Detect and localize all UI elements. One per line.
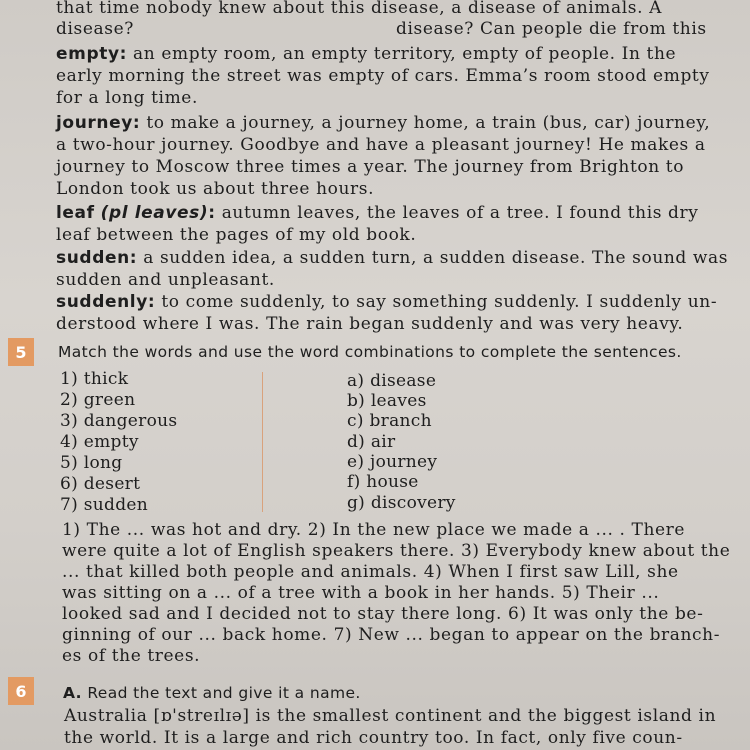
text-line: a two-hour journey. Goodbye and have a pleasant journey! He makes a — [56, 135, 706, 155]
text-line: Australia [ɒ'streɪlɪə] is the smallest continent and the biggest island in — [64, 706, 717, 726]
entry-sudden — [56, 248, 728, 268]
definition: an empty room, an empty territory, empty of people. In the — [133, 44, 677, 64]
term-journey: journey — [56, 113, 133, 133]
text-line: sudden and unpleasant. — [56, 270, 275, 290]
term-leaf: leaf — [56, 203, 95, 223]
right-word: b) leaves — [347, 391, 427, 411]
sentence-line: were quite a lot of English speakers there. 3) Everybody knew about the — [62, 541, 731, 561]
column-divider — [262, 372, 263, 512]
sentence-line: ginning of our ... back home. 7) New ... began to appear on the branch- — [62, 625, 721, 645]
right-word: a) disease — [347, 371, 437, 391]
definition: autumn leaves, the leaves of a tree. I found this dry — [221, 203, 699, 223]
left-word: 4) empty — [60, 432, 139, 452]
left-word: 1) thick — [60, 369, 129, 389]
entry-journey — [56, 113, 710, 133]
definition: to come suddenly, to say something suddenly. I suddenly un- — [161, 292, 718, 312]
sentence-line: was sitting on a ... of a tree with a book in her hands. 5) Their ... — [62, 583, 660, 603]
sentence-line: 1) The ... was hot and dry. 2) In the new place we made a ... . There — [62, 520, 686, 540]
definition: a sudden idea, a sudden turn, a sudden disease. The sound was — [143, 248, 729, 268]
text-line: that time nobody knew about this disease, a disease of animals. A — [56, 0, 662, 18]
entry-leaf — [56, 203, 698, 223]
text-line: derstood where I was. The rain began suddenly and was very heavy. — [56, 314, 684, 334]
colon: : — [129, 248, 138, 268]
right-word: f) house — [347, 472, 419, 492]
term-plural: (pl leaves) — [100, 203, 209, 223]
definition: to make a journey, a journey home, a train (bus, car) journey, — [146, 113, 711, 133]
instruction-text: Read the text and give it a name. — [87, 684, 361, 702]
left-word: 3) dangerous — [60, 411, 178, 431]
part-label: A. — [63, 684, 82, 702]
text-line: for a long time. — [56, 88, 198, 108]
sentence-line: es of the trees. — [62, 646, 201, 666]
term-sudden: sudden — [56, 248, 130, 268]
left-word: 5) long — [60, 453, 123, 473]
text-line: journey to Moscow three times a year. The journey from Brighton to — [56, 157, 685, 177]
colon: : — [147, 292, 156, 312]
term-empty: empty — [56, 44, 120, 64]
colon: : — [119, 44, 128, 64]
colon: : — [208, 203, 216, 223]
text-fragment: disease? Can people die from this — [396, 19, 707, 39]
exercise-instruction: Match the words and use the word combinations to complete the sentences. — [58, 343, 682, 361]
left-word: 2) green — [60, 390, 136, 410]
text-line: the world. It is a large and rich country too. In fact, only five coun- — [64, 728, 683, 748]
left-word: 6) desert — [60, 474, 141, 494]
entry-empty — [56, 44, 676, 64]
sentence-line: ... that killed both people and animals. 4) When I first saw Lill, she — [62, 562, 679, 582]
term-suddenly: suddenly — [56, 292, 148, 312]
colon: : — [132, 113, 141, 133]
exercise-instruction — [63, 684, 361, 702]
text-line: London took us about three hours. — [56, 179, 375, 199]
entry-suddenly — [56, 292, 717, 312]
right-word: d) air — [347, 432, 396, 452]
right-word: c) branch — [347, 411, 432, 431]
left-word: 7) sudden — [60, 495, 148, 515]
text-line: early morning the street was empty of cars. Emma’s room stood empty — [56, 66, 710, 86]
text-line: disease? disease? Can people die from this — [56, 19, 707, 39]
exercise-number-badge: 5 — [8, 338, 34, 366]
text-line: leaf between the pages of my old book. — [56, 225, 417, 245]
sentence-line: looked sad and I decided not to stay there long. 6) It was only the be- — [62, 604, 704, 624]
right-word: g) discovery — [347, 493, 456, 513]
right-word: e) journey — [347, 452, 438, 472]
exercise-number-badge: 6 — [8, 677, 34, 705]
